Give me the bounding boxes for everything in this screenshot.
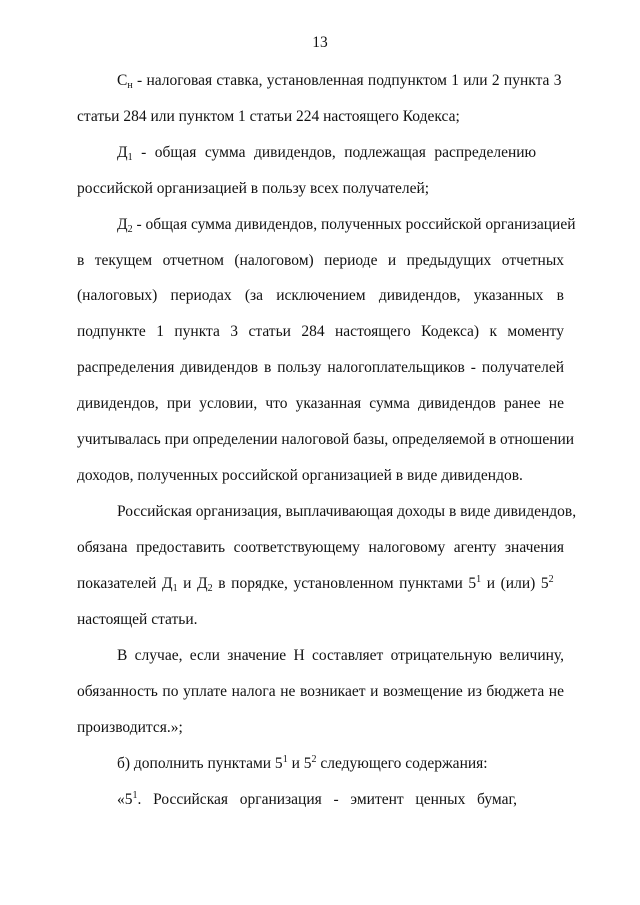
text-run: и Д xyxy=(177,575,208,592)
para-line: производится.»; xyxy=(77,719,183,736)
para-line xyxy=(117,143,564,163)
text-run: - налоговая ставка, установленная подпунктом 1 или 2 пункта 3 xyxy=(132,72,562,89)
superscript: 2 xyxy=(311,754,317,765)
subscript: 1 xyxy=(172,583,178,594)
text-run: и 5 xyxy=(287,755,312,772)
para-line: учитывалась при определении налоговой базы, определяемой в отношении xyxy=(77,431,575,448)
para-line: настоящей статьи. xyxy=(77,611,198,628)
text-run: б) дополнить пунктами 5 xyxy=(117,755,283,772)
para-line: дивидендов, при условии, что указанная сумма дивидендов ранее не xyxy=(77,395,564,412)
para-line: статьи 284 или пунктом 1 статьи 224 настоящего Кодекса; xyxy=(77,108,460,125)
para-line xyxy=(117,754,564,774)
text-run: Д xyxy=(117,216,128,233)
text-run: в порядке, установленном пунктами 5 xyxy=(212,575,477,592)
superscript: 1 xyxy=(282,754,288,765)
para-line: подпункте 1 пункта 3 статьи 284 настоящего Кодекса) к моменту xyxy=(77,323,564,340)
para-line: обязана предоставить соответствующему налоговому агенту значения xyxy=(77,539,564,556)
text-run: Д xyxy=(117,144,128,161)
para-line: распределения дивидендов в пользу налогоплательщиков - получателей xyxy=(77,359,564,376)
superscript: 2 xyxy=(548,574,554,585)
subscript: 1 xyxy=(127,152,133,163)
para-line xyxy=(77,574,564,594)
para-line: В случае, если значение Н составляет отрицательную величину, xyxy=(117,647,564,664)
text-run: показателей Д xyxy=(77,575,173,592)
text-run: С xyxy=(117,72,128,89)
subscript: 2 xyxy=(207,583,213,594)
para-line xyxy=(117,71,564,91)
superscript: 1 xyxy=(132,790,138,801)
text-run: следующего содержания: xyxy=(316,755,488,772)
text-run: - общая сумма дивидендов, полученных российской организацией xyxy=(132,216,576,233)
subscript: н xyxy=(127,80,133,91)
para-line: российской организацией в пользу всех получателей; xyxy=(77,180,430,197)
text-run: «5 xyxy=(117,791,133,808)
text-run: - общая сумма дивидендов, подлежащая распределению xyxy=(132,144,537,161)
para-line xyxy=(117,215,576,235)
para-line: в текущем отчетном (налоговом) периоде и предыдущих отчетных xyxy=(77,252,564,269)
text-run: и (или) 5 xyxy=(481,575,549,592)
para-line: (налоговых) периодах (за исключением дивидендов, указанных в xyxy=(77,287,564,304)
para-line: Российская организация, выплачивающая доходы в виде дивидендов, xyxy=(117,503,577,520)
superscript: 1 xyxy=(476,574,482,585)
para-line xyxy=(117,790,564,810)
page-number: 13 xyxy=(312,34,328,51)
text-run: . Российская организация - эмитент ценных бумаг, xyxy=(137,791,517,808)
para-line: обязанность по уплате налога не возникает и возмещение из бюджета не xyxy=(77,683,564,700)
para-line: доходов, полученных российской организацией в виде дивидендов. xyxy=(77,467,523,484)
subscript: 2 xyxy=(127,224,133,235)
